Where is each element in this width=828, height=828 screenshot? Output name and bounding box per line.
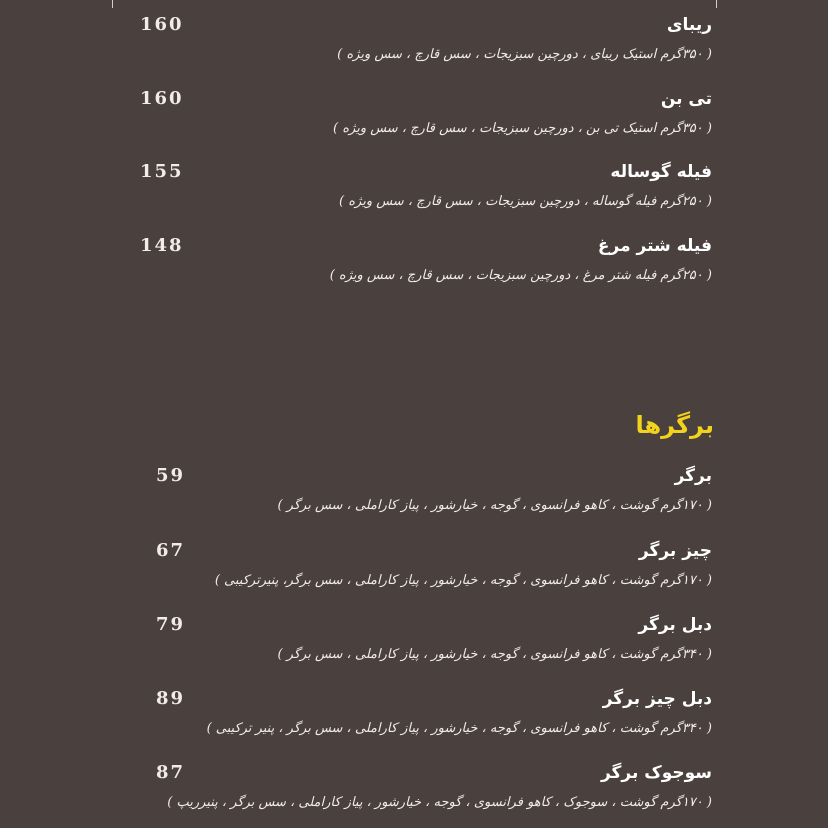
item-name: تی بن xyxy=(660,89,712,109)
menu-item-burger xyxy=(0,465,828,525)
item-price: 67 xyxy=(156,540,186,561)
menu-item-tbone xyxy=(0,88,828,148)
item-price: 89 xyxy=(156,688,186,709)
menu-item-veal-fillet xyxy=(0,161,828,221)
item-name: سوجوک برگر xyxy=(600,763,712,783)
top-frame-line-right xyxy=(716,0,717,8)
item-description: ( ۳۴۰گرم گوشت ، کاهو فرانسوی ، گوجه ، خیارشور ، پیاز کاراملی ، سس برگر ) xyxy=(277,647,712,662)
item-description: ( ۳۵۰گرم استیک تی بن ، دورچین سبزیجات ، سس قارچ ، سس ویژه ) xyxy=(333,121,712,136)
menu-item-ribeye xyxy=(0,14,828,74)
menu-item-ostrich-fillet xyxy=(0,235,828,295)
menu-item-double-burger xyxy=(0,614,828,674)
item-description: ( ۱۷۰گرم گوشت ، کاهو فرانسوی ، گوجه ، خیارشور ، پیاز کاراملی ، سس برگر ) xyxy=(277,498,712,513)
item-price: 148 xyxy=(140,235,184,256)
item-price: 160 xyxy=(140,14,184,35)
item-price: 155 xyxy=(140,161,184,182)
menu-item-sujuk-burger xyxy=(0,762,828,822)
menu-item-cheeseburger xyxy=(0,540,828,600)
item-name: ریبای xyxy=(666,15,712,35)
top-frame-line-left xyxy=(112,0,113,8)
item-price: 59 xyxy=(156,465,186,486)
item-price: 87 xyxy=(156,762,186,783)
item-name: چیز برگر xyxy=(638,541,712,561)
item-name: فیله گوساله xyxy=(610,162,712,182)
item-description: ( ۱۷۰گرم گوشت ، کاهو فرانسوی ، گوجه ، خیارشور ، پیاز کاراملی ، سس برگر، پنیرترکیبی ) xyxy=(214,573,712,588)
item-description: ( ۲۵۰گرم فیله شتر مرغ ، دورچین سبزیجات ، سس قارچ ، سس ویژه ) xyxy=(329,268,712,283)
item-name: دبل چیز برگر xyxy=(602,689,712,709)
item-name: فیله شتر مرغ xyxy=(597,236,712,256)
item-description: ( ۲۵۰گرم فیله گوساله ، دورچین سبزیجات ، سس قارچ ، سس ویژه ) xyxy=(339,194,712,209)
menu-item-double-cheeseburger xyxy=(0,688,828,748)
item-name: دبل برگر xyxy=(638,615,712,635)
section-title-burgers: برگرها xyxy=(635,411,714,439)
item-price: 79 xyxy=(156,614,186,635)
item-price: 160 xyxy=(140,88,184,109)
item-description: ( ۳۴۰گرم گوشت ، کاهو فرانسوی ، گوجه ، خیارشور ، پیاز کاراملی ، سس برگر ، پنیر ترکیبی ) xyxy=(206,721,712,736)
item-description: ( ۳۵۰گرم استیک ریبای ، دورچین سبزیجات ، سس قارچ ، سس ویژه ) xyxy=(337,47,712,62)
item-name: برگر xyxy=(674,466,712,486)
item-description: ( ۱۷۰گرم گوشت ، سوجوک ، کاهو فرانسوی ، گوجه ، خیارشور ، پیاز کاراملی ، سس برگر ، پنیرریپ ) xyxy=(167,795,712,810)
